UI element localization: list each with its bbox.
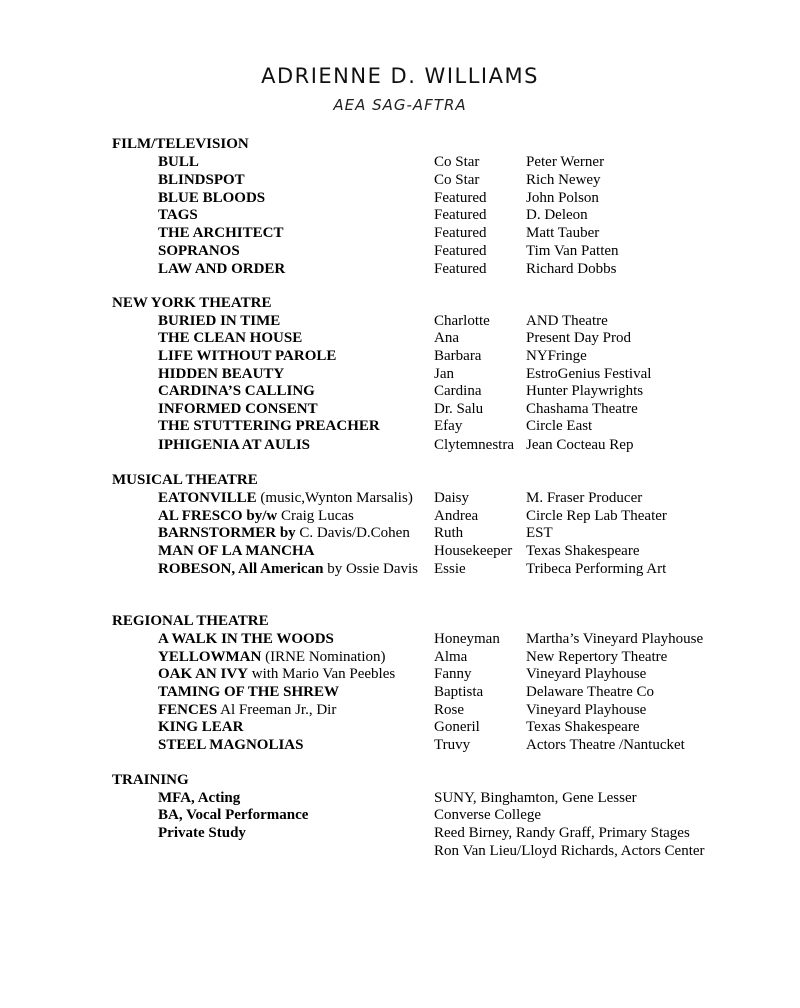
- section-heading: TRAINING: [112, 772, 189, 788]
- training-detail: Ron Van Lieu/Lloyd Richards, Actors Center: [434, 843, 705, 859]
- credit-row: [0, 242, 800, 260]
- credit-row: [0, 736, 800, 754]
- credit-venue: EstroGenius Festival: [526, 366, 652, 382]
- credit-role: Rose: [434, 702, 464, 718]
- credit-row: [0, 382, 800, 400]
- credit-role: Featured: [434, 207, 487, 223]
- training-row: [0, 842, 800, 860]
- credit-role: Ruth: [434, 525, 464, 541]
- credit-venue: M. Fraser Producer: [526, 490, 643, 506]
- credit-venue: Circle Rep Lab Theater: [526, 508, 667, 524]
- training-detail: Converse College: [434, 807, 542, 823]
- credit-title: CARDINA’S CALLING: [158, 383, 315, 399]
- credit-row: [0, 524, 800, 542]
- credit-director: John Polson: [526, 190, 599, 206]
- credit-venue: Chashama Theatre: [526, 401, 638, 417]
- credit-role: Daisy: [434, 490, 469, 506]
- credit-role: Cardina: [434, 383, 482, 399]
- credit-role: Featured: [434, 190, 487, 206]
- credit-role: Housekeeper: [434, 543, 513, 559]
- credit-row: [0, 171, 800, 189]
- credit-row: [0, 542, 800, 560]
- credit-title: EATONVILLE (music,Wynton Marsalis): [158, 490, 413, 506]
- credit-title: TAMING OF THE SHREW: [158, 684, 339, 700]
- credit-director: Tim Van Patten: [526, 243, 619, 259]
- credit-title: LIFE WITHOUT PAROLE: [158, 348, 337, 364]
- credit-title: INFORMED CONSENT: [158, 401, 318, 417]
- credit-row: [0, 206, 800, 224]
- credit-role: Featured: [434, 225, 487, 241]
- credit-venue: Martha’s Vineyard Playhouse: [526, 631, 704, 647]
- credit-row: [0, 683, 800, 701]
- credit-venue: New Repertory Theatre: [526, 649, 668, 665]
- credit-row: [0, 224, 800, 242]
- credit-role: Featured: [434, 261, 487, 277]
- credit-director: Matt Tauber: [526, 225, 600, 241]
- credit-director: Rich Newey: [526, 172, 601, 188]
- section-heading: MUSICAL THEATRE: [112, 472, 258, 488]
- credit-role: Featured: [434, 243, 487, 259]
- credit-role: Efay: [434, 418, 463, 434]
- training-row: [0, 806, 800, 824]
- credit-title: THE ARCHITECT: [158, 225, 284, 241]
- credit-row: [0, 507, 800, 525]
- credit-role: Alma: [434, 649, 468, 665]
- training-degree: Private Study: [158, 825, 246, 841]
- credit-director: Peter Werner: [526, 154, 605, 170]
- actor-name: ADRIENNE D. WILLIAMS: [261, 64, 539, 88]
- credit-title: BULL: [158, 154, 199, 170]
- credit-title: ROBESON, All American by Ossie Davis: [158, 561, 419, 577]
- credit-title: A WALK IN THE WOODS: [158, 631, 334, 647]
- credit-role: Dr. Salu: [434, 401, 484, 417]
- section-heading: REGIONAL THEATRE: [112, 613, 269, 629]
- credit-director: Richard Dobbs: [526, 261, 617, 277]
- credit-venue: Hunter Playwrights: [526, 383, 644, 399]
- credit-row: [0, 400, 800, 418]
- training-detail: SUNY, Binghamton, Gene Lesser: [434, 790, 637, 806]
- credit-venue: Delaware Theatre Co: [526, 684, 654, 700]
- credit-title: HIDDEN BEAUTY: [158, 366, 285, 382]
- credit-role: Andrea: [434, 508, 479, 524]
- credit-director: D. Deleon: [526, 207, 588, 223]
- credit-row: [0, 701, 800, 719]
- section-heading: FILM/TELEVISION: [112, 136, 249, 152]
- credit-venue: Present Day Prod: [526, 330, 631, 346]
- credit-role: Essie: [434, 561, 466, 577]
- credit-role: Fanny: [434, 666, 472, 682]
- credit-venue: Actors Theatre /Nantucket: [526, 737, 685, 753]
- credit-title: SOPRANOS: [158, 243, 240, 259]
- credit-title: STEEL MAGNOLIAS: [158, 737, 304, 753]
- credit-row: [0, 489, 800, 507]
- training-row: [0, 824, 800, 842]
- credit-row: [0, 365, 800, 383]
- credit-venue: AND Theatre: [526, 313, 608, 329]
- credit-row: [0, 260, 800, 278]
- union-affiliations: AEA SAG-AFTRA: [333, 96, 467, 114]
- credit-row: [0, 312, 800, 330]
- credit-row: [0, 153, 800, 171]
- credit-title: YELLOWMAN (IRNE Nomination): [158, 649, 386, 665]
- credit-row: [0, 347, 800, 365]
- credit-title: TAGS: [158, 207, 198, 223]
- credit-row: [0, 329, 800, 347]
- credit-venue: NYFringe: [526, 348, 587, 364]
- credit-role: Truvy: [434, 737, 471, 753]
- credit-role: Baptista: [434, 684, 484, 700]
- credit-title: BURIED IN TIME: [158, 313, 281, 329]
- credit-venue: Circle East: [526, 418, 593, 434]
- credit-title: BLINDSPOT: [158, 172, 245, 188]
- credit-title: LAW AND ORDER: [158, 261, 286, 277]
- credit-row: [0, 189, 800, 207]
- credit-venue: Texas Shakespeare: [526, 719, 640, 735]
- credit-title: BLUE BLOODS: [158, 190, 266, 206]
- credit-title: OAK AN IVY with Mario Van Peebles: [158, 666, 396, 682]
- training-degree: MFA, Acting: [158, 790, 241, 806]
- credit-venue: EST: [526, 525, 553, 541]
- credit-role: Charlotte: [434, 313, 490, 329]
- credit-row: [0, 630, 800, 648]
- credit-role: Honeyman: [434, 631, 500, 647]
- credit-venue: Jean Cocteau Rep: [526, 437, 634, 453]
- credit-title: AL FRESCO by/w Craig Lucas: [158, 508, 354, 524]
- credit-row: [0, 560, 800, 578]
- credit-venue: Vineyard Playhouse: [526, 702, 647, 718]
- credit-role: Co Star: [434, 154, 480, 170]
- credit-row: [0, 648, 800, 666]
- credit-title: BARNSTORMER by C. Davis/D.Cohen: [158, 525, 410, 541]
- credit-title: THE STUTTERING PREACHER: [158, 418, 380, 434]
- credit-title: FENCES Al Freeman Jr., Dir: [158, 702, 337, 718]
- credit-role: Clytemnestra: [434, 437, 514, 453]
- credit-title: KING LEAR: [158, 719, 244, 735]
- credit-venue: Texas Shakespeare: [526, 543, 640, 559]
- credit-row: [0, 436, 800, 454]
- credit-row: [0, 718, 800, 736]
- credit-title: IPHIGENIA AT AULIS: [158, 437, 310, 453]
- credit-venue: Tribeca Performing Art: [526, 561, 667, 577]
- credit-title: THE CLEAN HOUSE: [158, 330, 303, 346]
- credit-row: [0, 417, 800, 435]
- credit-role: Co Star: [434, 172, 480, 188]
- training-detail: Reed Birney, Randy Graff, Primary Stages: [434, 825, 690, 841]
- credit-venue: Vineyard Playhouse: [526, 666, 647, 682]
- credit-row: [0, 665, 800, 683]
- section-heading: NEW YORK THEATRE: [112, 295, 272, 311]
- training-degree: BA, Vocal Performance: [158, 807, 309, 823]
- training-row: [0, 789, 800, 807]
- credit-role: Jan: [434, 366, 454, 382]
- credit-role: Ana: [434, 330, 459, 346]
- credit-role: Barbara: [434, 348, 482, 364]
- credit-title: MAN OF LA MANCHA: [158, 543, 315, 559]
- credit-role: Goneril: [434, 719, 480, 735]
